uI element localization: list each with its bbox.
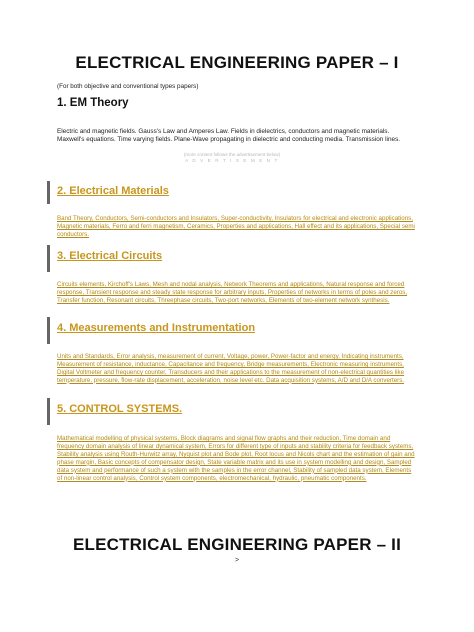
section-text-control-systems[interactable]: Mathematical modelling of physical systems, Block diagrams and signal flow graphs and their reduction, Time domain and frequency domain analysis of linear dynamical system, Errors for different type of inputs and stability criteria for feedback systems, Stability analysis using Routh-Hurwitz array, Nyquist plot and Bode plot, Root locus and Nicols chart and the estimation of gain and phase margin, Basic concepts of compensator design, State variable matrix and its use in system modelling and design, Sampled data system and performance of such a system with the samples in the error channel, Stability of sampled data system, Elements of non-linear control analysis, Control system components, electromechanical, hydraulic, pneumatic components. — [57, 435, 415, 482]
section-text-electrical-materials[interactable]: Band Theory, Conductors, Semi-conductors and Insulators, Super-conductivity, Insulators for electrical and electronic applications, Magnetic materials, Ferro and ferri magnetism, Ceramics, Properties and applications, Hall effect and its applications, Special semi conductors. — [57, 215, 415, 238]
section-em-theory-title: 1. EM Theory — [57, 97, 129, 109]
advertisement-label: A D V E R T I S E M E N T — [185, 158, 279, 163]
section-text-electrical-circuits[interactable]: Circuits elements, Kirchoff's Laws, Mesh and nodal analysis, Network Theorems and applications, Natural response and forced response, Transient response and steady state response for arbitrary inputs, Properties of networks in terms of poles and zeros, Transfer function, Resonant circuits, Threephase circuits, Two-port networks, Elements of two-element network synthesis. — [57, 281, 408, 304]
section-link-control-systems[interactable]: 5. CONTROL SYSTEMS. — [57, 403, 183, 415]
section-text-measurements[interactable]: Units and Standards, Error analysis, measurement of current, Voltage, power, Power-factor and energy, Indicating instruments, Measurement of resistance, inductance, Capacitance and frequency, Bridge measurements, Electronic measuring instruments, Digital Voltmeter and frequency counter, Transducers and their applications to the measurement of non-electrical quantities like temperature, pressure, flow-rate displacement, acceleration, noise level etc. Data acquisition systems, A/D and D/A converters. — [57, 353, 405, 384]
more-arrow-icon[interactable]: > — [234, 557, 240, 564]
paper-2-title: ELECTRICAL ENGINEERING PAPER – II — [72, 535, 402, 554]
section-marker-bar — [47, 398, 50, 425]
section-link-measurements[interactable]: 4. Measurements and Instrumentation — [57, 322, 256, 334]
section-em-theory-text: Electric and magnetic fields. Gauss's Law and Amperes Law. Fields in dielectrics, conductors and magnetic materials. Maxwell's equations. Time varying fields. Plane-Wave propagating in dielectric and conducting media. Transmission lines. — [57, 128, 401, 143]
paper-1-title: ELECTRICAL ENGINEERING PAPER – I — [75, 53, 399, 72]
section-link-electrical-materials[interactable]: 2. Electrical Materials — [57, 185, 169, 197]
section-marker-bar — [47, 181, 50, 204]
section-marker-bar — [47, 317, 50, 344]
advertisement-notice-text: (more content follows the advertisement below) — [183, 152, 281, 157]
advertisement-notice — [57, 152, 407, 164]
section-marker-bar — [47, 245, 50, 272]
section-link-electrical-circuits[interactable]: 3. Electrical Circuits — [57, 250, 163, 262]
paper-note: (For both objective and conventional types papers) — [57, 83, 199, 90]
